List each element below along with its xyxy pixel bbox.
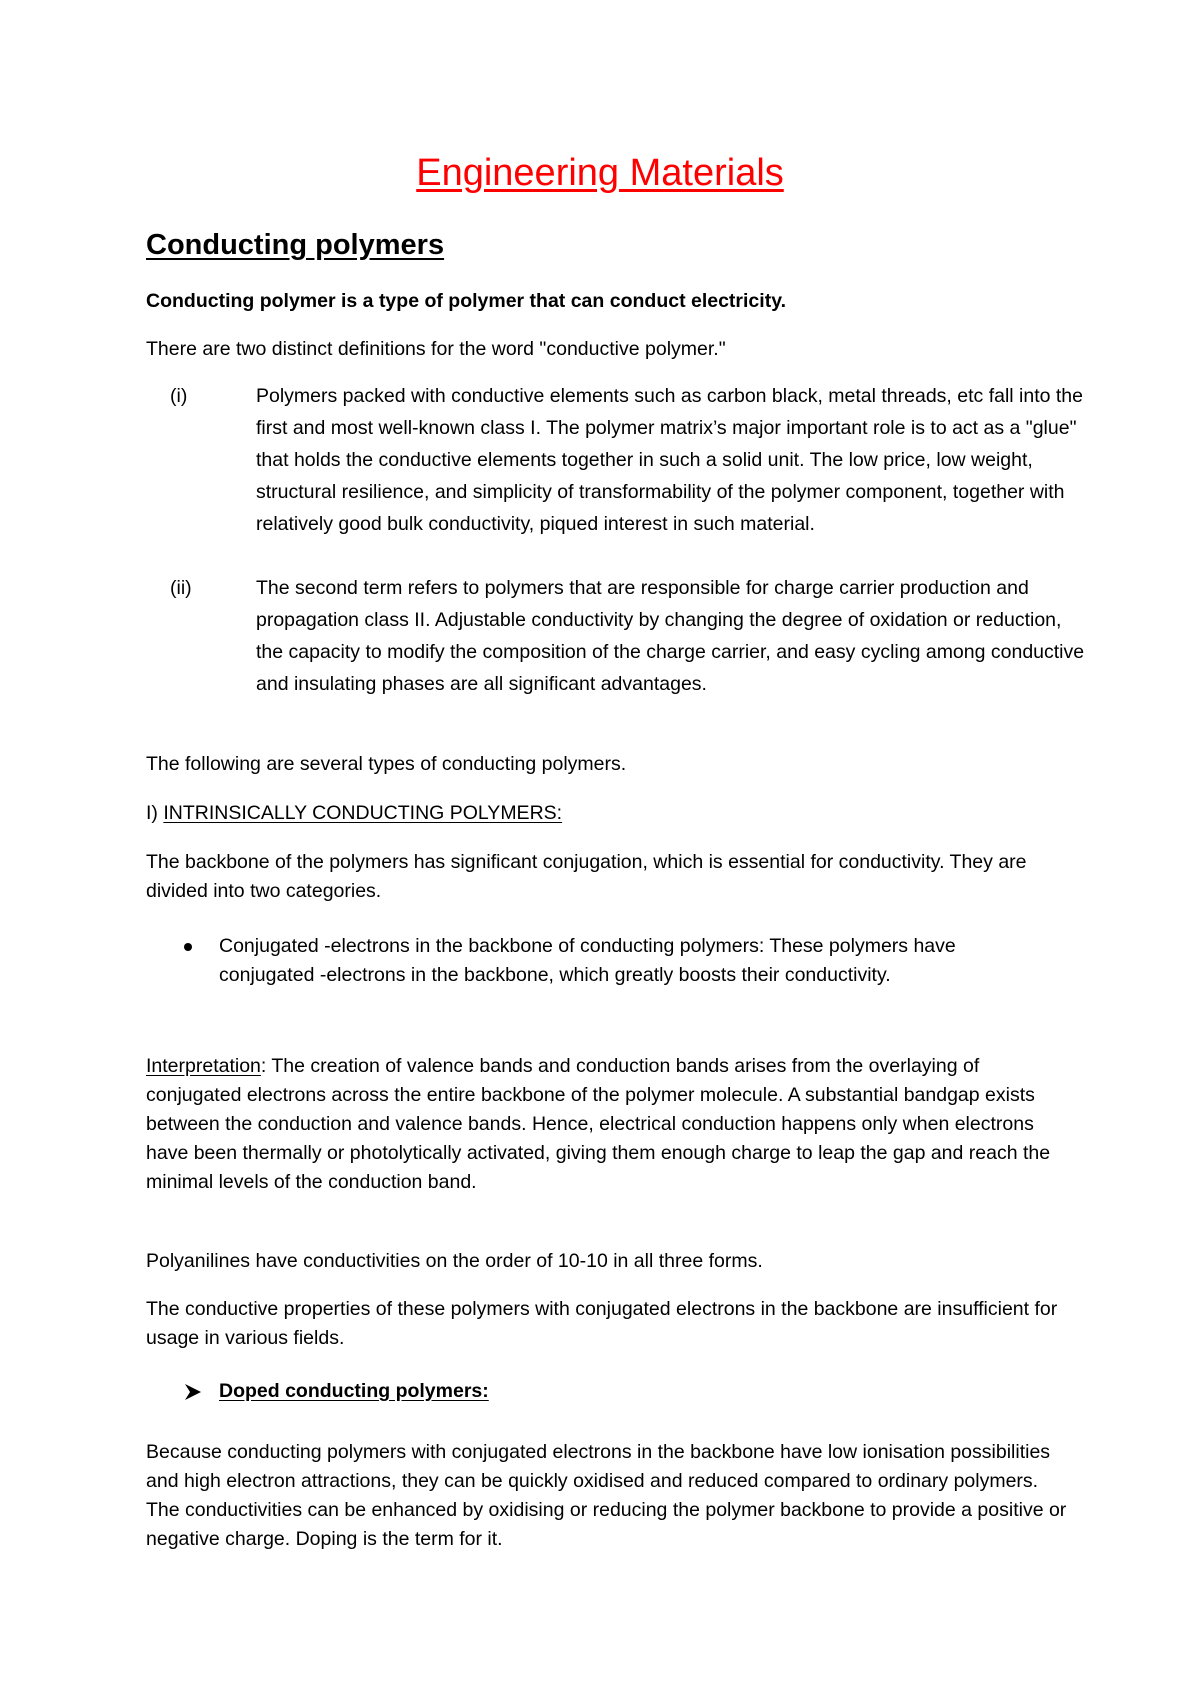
insufficient-paragraph: The conductive properties of these polymers with conjugated electrons in the backbone are insufficient for usage in various fields. (146, 1298, 1058, 1349)
definition-marker: (ii) (170, 577, 192, 599)
definition-marker: (i) (170, 385, 188, 407)
arrow-bullet-icon (183, 1382, 203, 1402)
arrow-shape (185, 1384, 201, 1400)
interpretation-label: Interpretation (146, 1055, 261, 1077)
types-intro: The following are several types of conducting polymers. (146, 753, 627, 775)
definitions-intro: There are two distinct definitions for the word "conductive polymer." (146, 338, 726, 360)
interpretation-paragraph (146, 1052, 1076, 1197)
intro-statement: Conducting polymer is a type of polymer that can conduct electricity. (146, 290, 787, 312)
polyanilines-paragraph: Polyanilines have conductivities on the order of 10-10 in all three forms. (146, 1250, 763, 1272)
definition-text: The second term refers to polymers that are responsible for charge carrier production and propagation class II. Adjustable conductivity by changing the degree of oxidation or reduction, the capacity to modify the composition of the charge carrier, and easy cycling among conductive and insulating phases are all significant advantages. (256, 577, 1085, 695)
doped-paragraph: Because conducting polymers with conjugated electrons in the backbone have low ionisation possibilities and high electron attractions, they can be quickly oxidised and reduced compared to ordinary polymers. The conductivities can be enhanced by oxidising or reducing the polymer backbone to provide a positive or negative charge. Doping is the term for it. (146, 1441, 1067, 1550)
section-prefix: I) (146, 802, 164, 824)
doped-heading: Doped conducting polymers: (219, 1380, 489, 1402)
document-title: Engineering Materials (416, 152, 784, 194)
section-heading-intrinsic (146, 799, 1076, 828)
intrinsic-paragraph: The backbone of the polymers has significant conjugation, which is essential for conductivity. They are divided into two categories. (146, 851, 1027, 902)
bullet-icon (184, 943, 192, 951)
interpretation-colon: : (260, 1055, 267, 1077)
section-heading-text: INTRINSICALLY CONDUCTING POLYMERS: (163, 802, 563, 824)
definition-text: Polymers packed with conductive elements such as carbon black, metal threads, etc fall into the first and most well-known class I. The polymer matrix’s major important role is to act as a "glue" that holds the conductive elements together in such a solid unit. The low price, low weight, structural resilience, and simplicity of transformability of the polymer component, together with relatively good bulk conductivity, piqued interest in such material. (256, 385, 1083, 535)
bullet-text: Conjugated -electrons in the backbone of conducting polymers: These polymers have conjugated -electrons in the backbone, which greatly boosts their conductivity. (219, 935, 956, 986)
section-subtitle: Conducting polymers (146, 229, 445, 261)
interpretation-text: The creation of valence bands and conduction bands arises from the overlaying of conjugated electrons across the entire backbone of the polymer molecule. A substantial bandgap exists between the conduction and valence bands. Hence, electrical conduction happens only when electrons have been thermally or photolytically activated, giving them enough charge to leap the gap and reach the minimal levels of the conduction band. (146, 1055, 1051, 1193)
